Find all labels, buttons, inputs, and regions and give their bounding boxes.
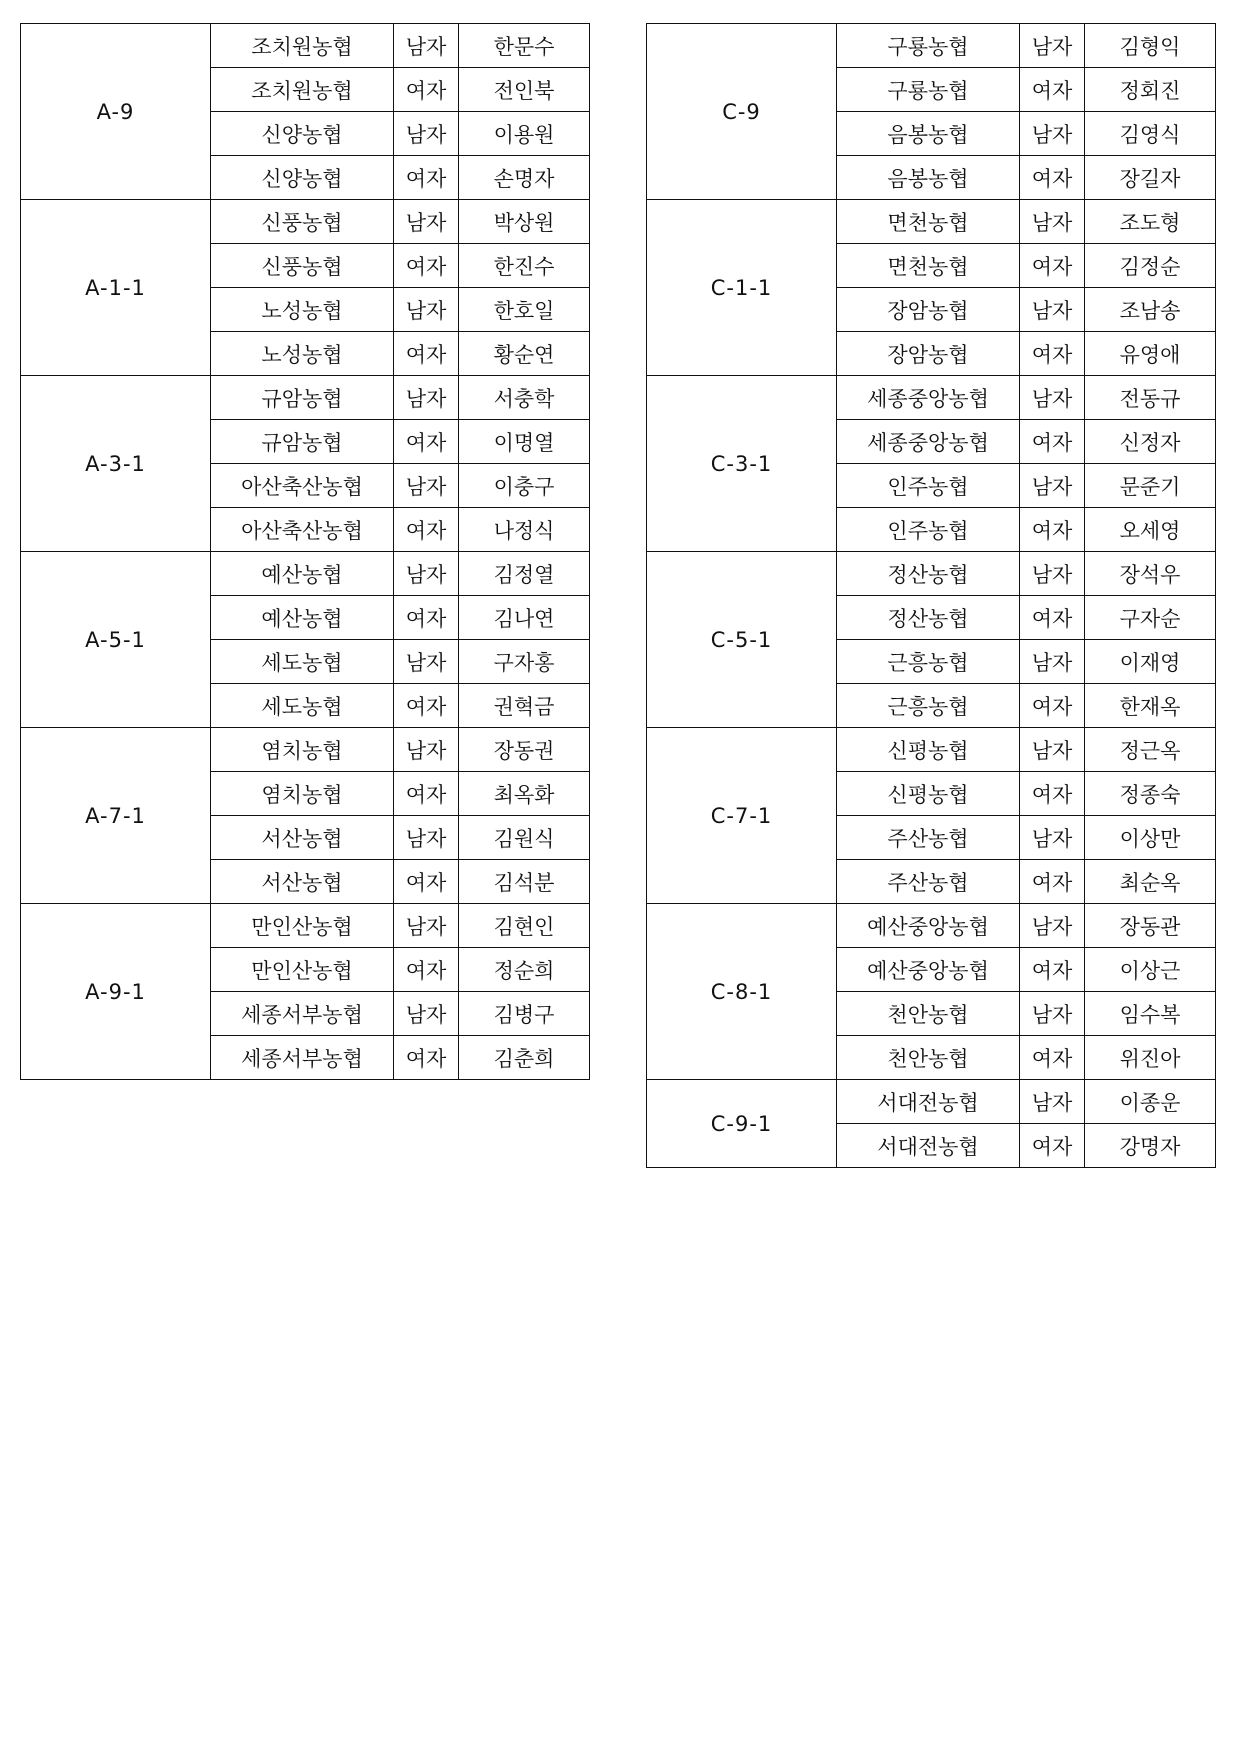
member-name-cell: 구자순 [1085, 596, 1216, 640]
gender-cell: 여자 [394, 244, 459, 288]
gender-cell: 남자 [1020, 376, 1085, 420]
gender-cell: 남자 [1020, 288, 1085, 332]
gender-cell: 남자 [1020, 24, 1085, 68]
gender-cell: 남자 [394, 24, 459, 68]
gender-cell: 남자 [394, 904, 459, 948]
organization-cell: 신평농협 [837, 772, 1020, 816]
gender-cell: 여자 [1020, 1124, 1085, 1168]
member-name-cell: 이종운 [1085, 1080, 1216, 1124]
organization-cell: 노성농협 [211, 288, 394, 332]
gender-cell: 남자 [1020, 904, 1085, 948]
member-name-cell: 김영식 [1085, 112, 1216, 156]
member-name-cell: 김정순 [1085, 244, 1216, 288]
gender-cell: 여자 [1020, 420, 1085, 464]
member-name-cell: 전인북 [459, 68, 590, 112]
gender-cell: 여자 [394, 596, 459, 640]
gender-cell: 남자 [1020, 200, 1085, 244]
gender-cell: 여자 [1020, 156, 1085, 200]
gender-cell: 남자 [394, 816, 459, 860]
roster-table-body [21, 24, 590, 1080]
organization-cell: 염치농협 [211, 728, 394, 772]
member-name-cell: 한진수 [459, 244, 590, 288]
gender-cell: 남자 [394, 464, 459, 508]
member-name-cell: 서충학 [459, 376, 590, 420]
gender-cell: 남자 [1020, 992, 1085, 1036]
organization-cell: 장암농협 [837, 332, 1020, 376]
organization-cell: 세종서부농협 [211, 992, 394, 1036]
gender-cell: 여자 [394, 68, 459, 112]
organization-cell: 구룡농협 [837, 68, 1020, 112]
group-label: C-3-1 [647, 376, 837, 552]
member-name-cell: 유영애 [1085, 332, 1216, 376]
gender-cell: 여자 [394, 948, 459, 992]
gender-cell: 여자 [394, 1036, 459, 1080]
organization-cell: 주산농협 [837, 860, 1020, 904]
organization-cell: 세종서부농협 [211, 1036, 394, 1080]
member-name-cell: 이상근 [1085, 948, 1216, 992]
member-name-cell: 이용원 [459, 112, 590, 156]
organization-cell: 세도농협 [211, 640, 394, 684]
organization-cell: 서산농협 [211, 816, 394, 860]
member-name-cell: 김나연 [459, 596, 590, 640]
member-name-cell: 황순연 [459, 332, 590, 376]
organization-cell: 신평농협 [837, 728, 1020, 772]
member-name-cell: 권혁금 [459, 684, 590, 728]
organization-cell: 예산농협 [211, 552, 394, 596]
organization-cell: 장암농협 [837, 288, 1020, 332]
group-label: A-9 [21, 24, 211, 200]
roster-table-body [647, 24, 1216, 1168]
member-name-cell: 문준기 [1085, 464, 1216, 508]
gender-cell: 여자 [394, 508, 459, 552]
table-row [21, 552, 590, 596]
group-label: C-8-1 [647, 904, 837, 1080]
roster-table-left [20, 23, 590, 1080]
group-label: C-7-1 [647, 728, 837, 904]
group-label: C-9 [647, 24, 837, 200]
organization-cell: 신양농협 [211, 156, 394, 200]
organization-cell: 조치원농협 [211, 24, 394, 68]
table-row [647, 728, 1216, 772]
gender-cell: 남자 [394, 200, 459, 244]
organization-cell: 근흥농협 [837, 640, 1020, 684]
member-name-cell: 나정식 [459, 508, 590, 552]
gender-cell: 여자 [394, 420, 459, 464]
organization-cell: 서대전농협 [837, 1080, 1020, 1124]
member-name-cell: 한호일 [459, 288, 590, 332]
organization-cell: 서대전농협 [837, 1124, 1020, 1168]
member-name-cell: 전동규 [1085, 376, 1216, 420]
organization-cell: 신풍농협 [211, 200, 394, 244]
organization-cell: 노성농협 [211, 332, 394, 376]
table-row [21, 24, 590, 68]
gender-cell: 남자 [394, 376, 459, 420]
member-name-cell: 정회진 [1085, 68, 1216, 112]
member-name-cell: 김춘희 [459, 1036, 590, 1080]
member-name-cell: 정근옥 [1085, 728, 1216, 772]
member-name-cell: 조도형 [1085, 200, 1216, 244]
table-row [647, 376, 1216, 420]
organization-cell: 만인산농협 [211, 904, 394, 948]
gender-cell: 남자 [1020, 552, 1085, 596]
gender-cell: 여자 [1020, 508, 1085, 552]
table-row [647, 200, 1216, 244]
table-row [21, 728, 590, 772]
gender-cell: 여자 [1020, 596, 1085, 640]
member-name-cell: 오세영 [1085, 508, 1216, 552]
gender-cell: 남자 [1020, 112, 1085, 156]
organization-cell: 서산농협 [211, 860, 394, 904]
organization-cell: 구룡농협 [837, 24, 1020, 68]
group-label: A-9-1 [21, 904, 211, 1080]
gender-cell: 여자 [394, 772, 459, 816]
gender-cell: 남자 [1020, 728, 1085, 772]
group-label: A-1-1 [21, 200, 211, 376]
organization-cell: 규암농협 [211, 420, 394, 464]
gender-cell: 남자 [394, 640, 459, 684]
organization-cell: 면천농협 [837, 244, 1020, 288]
gender-cell: 여자 [1020, 860, 1085, 904]
table-row [21, 904, 590, 948]
organization-cell: 천안농협 [837, 1036, 1020, 1080]
organization-cell: 인주농협 [837, 464, 1020, 508]
gender-cell: 여자 [1020, 332, 1085, 376]
member-name-cell: 정순희 [459, 948, 590, 992]
member-name-cell: 구자홍 [459, 640, 590, 684]
member-name-cell: 최순옥 [1085, 860, 1216, 904]
group-label: A-5-1 [21, 552, 211, 728]
gender-cell: 남자 [1020, 640, 1085, 684]
organization-cell: 음봉농협 [837, 156, 1020, 200]
member-name-cell: 한문수 [459, 24, 590, 68]
organization-cell: 아산축산농협 [211, 508, 394, 552]
organization-cell: 인주농협 [837, 508, 1020, 552]
member-name-cell: 장길자 [1085, 156, 1216, 200]
member-name-cell: 장동권 [459, 728, 590, 772]
organization-cell: 아산축산농협 [211, 464, 394, 508]
organization-cell: 천안농협 [837, 992, 1020, 1036]
member-name-cell: 김현인 [459, 904, 590, 948]
group-label: A-3-1 [21, 376, 211, 552]
gender-cell: 여자 [1020, 684, 1085, 728]
table-row [647, 552, 1216, 596]
gender-cell: 여자 [394, 860, 459, 904]
gender-cell: 여자 [1020, 948, 1085, 992]
gender-cell: 남자 [1020, 816, 1085, 860]
member-name-cell: 이상만 [1085, 816, 1216, 860]
member-name-cell: 한재옥 [1085, 684, 1216, 728]
gender-cell: 여자 [1020, 68, 1085, 112]
gender-cell: 남자 [394, 728, 459, 772]
group-label: C-1-1 [647, 200, 837, 376]
gender-cell: 여자 [1020, 1036, 1085, 1080]
organization-cell: 예산중앙농협 [837, 904, 1020, 948]
gender-cell: 남자 [394, 552, 459, 596]
organization-cell: 주산농협 [837, 816, 1020, 860]
gender-cell: 남자 [394, 288, 459, 332]
member-name-cell: 임수복 [1085, 992, 1216, 1036]
member-name-cell: 정종숙 [1085, 772, 1216, 816]
gender-cell: 여자 [1020, 772, 1085, 816]
organization-cell: 염치농협 [211, 772, 394, 816]
organization-cell: 세종중앙농협 [837, 376, 1020, 420]
member-name-cell: 박상원 [459, 200, 590, 244]
gender-cell: 남자 [394, 992, 459, 1036]
organization-cell: 만인산농협 [211, 948, 394, 992]
member-name-cell: 김형익 [1085, 24, 1216, 68]
organization-cell: 음봉농협 [837, 112, 1020, 156]
organization-cell: 면천농협 [837, 200, 1020, 244]
member-name-cell: 최옥화 [459, 772, 590, 816]
gender-cell: 여자 [394, 156, 459, 200]
member-name-cell: 장동관 [1085, 904, 1216, 948]
gender-cell: 남자 [1020, 1080, 1085, 1124]
member-name-cell: 김정열 [459, 552, 590, 596]
gender-cell: 남자 [1020, 464, 1085, 508]
member-name-cell: 장석우 [1085, 552, 1216, 596]
organization-cell: 규암농협 [211, 376, 394, 420]
organization-cell: 예산농협 [211, 596, 394, 640]
member-name-cell: 이명열 [459, 420, 590, 464]
organization-cell: 신풍농협 [211, 244, 394, 288]
roster-table-right [646, 23, 1216, 1168]
member-name-cell: 강명자 [1085, 1124, 1216, 1168]
group-label: C-5-1 [647, 552, 837, 728]
member-name-cell: 김원식 [459, 816, 590, 860]
table-row [21, 200, 590, 244]
organization-cell: 정산농협 [837, 596, 1020, 640]
table-row [647, 1080, 1216, 1124]
member-name-cell: 손명자 [459, 156, 590, 200]
table-row [21, 376, 590, 420]
group-label: C-9-1 [647, 1080, 837, 1168]
member-name-cell: 김석분 [459, 860, 590, 904]
member-name-cell: 조남송 [1085, 288, 1216, 332]
organization-cell: 조치원농협 [211, 68, 394, 112]
organization-cell: 예산중앙농협 [837, 948, 1020, 992]
member-name-cell: 이재영 [1085, 640, 1216, 684]
member-name-cell: 신정자 [1085, 420, 1216, 464]
gender-cell: 여자 [394, 332, 459, 376]
organization-cell: 정산농협 [837, 552, 1020, 596]
member-name-cell: 위진아 [1085, 1036, 1216, 1080]
member-name-cell: 이충구 [459, 464, 590, 508]
group-label: A-7-1 [21, 728, 211, 904]
organization-cell: 세종중앙농협 [837, 420, 1020, 464]
organization-cell: 세도농협 [211, 684, 394, 728]
gender-cell: 여자 [394, 684, 459, 728]
table-row [647, 24, 1216, 68]
organization-cell: 신양농협 [211, 112, 394, 156]
table-row [647, 904, 1216, 948]
gender-cell: 남자 [394, 112, 459, 156]
gender-cell: 여자 [1020, 244, 1085, 288]
organization-cell: 근흥농협 [837, 684, 1020, 728]
member-name-cell: 김병구 [459, 992, 590, 1036]
